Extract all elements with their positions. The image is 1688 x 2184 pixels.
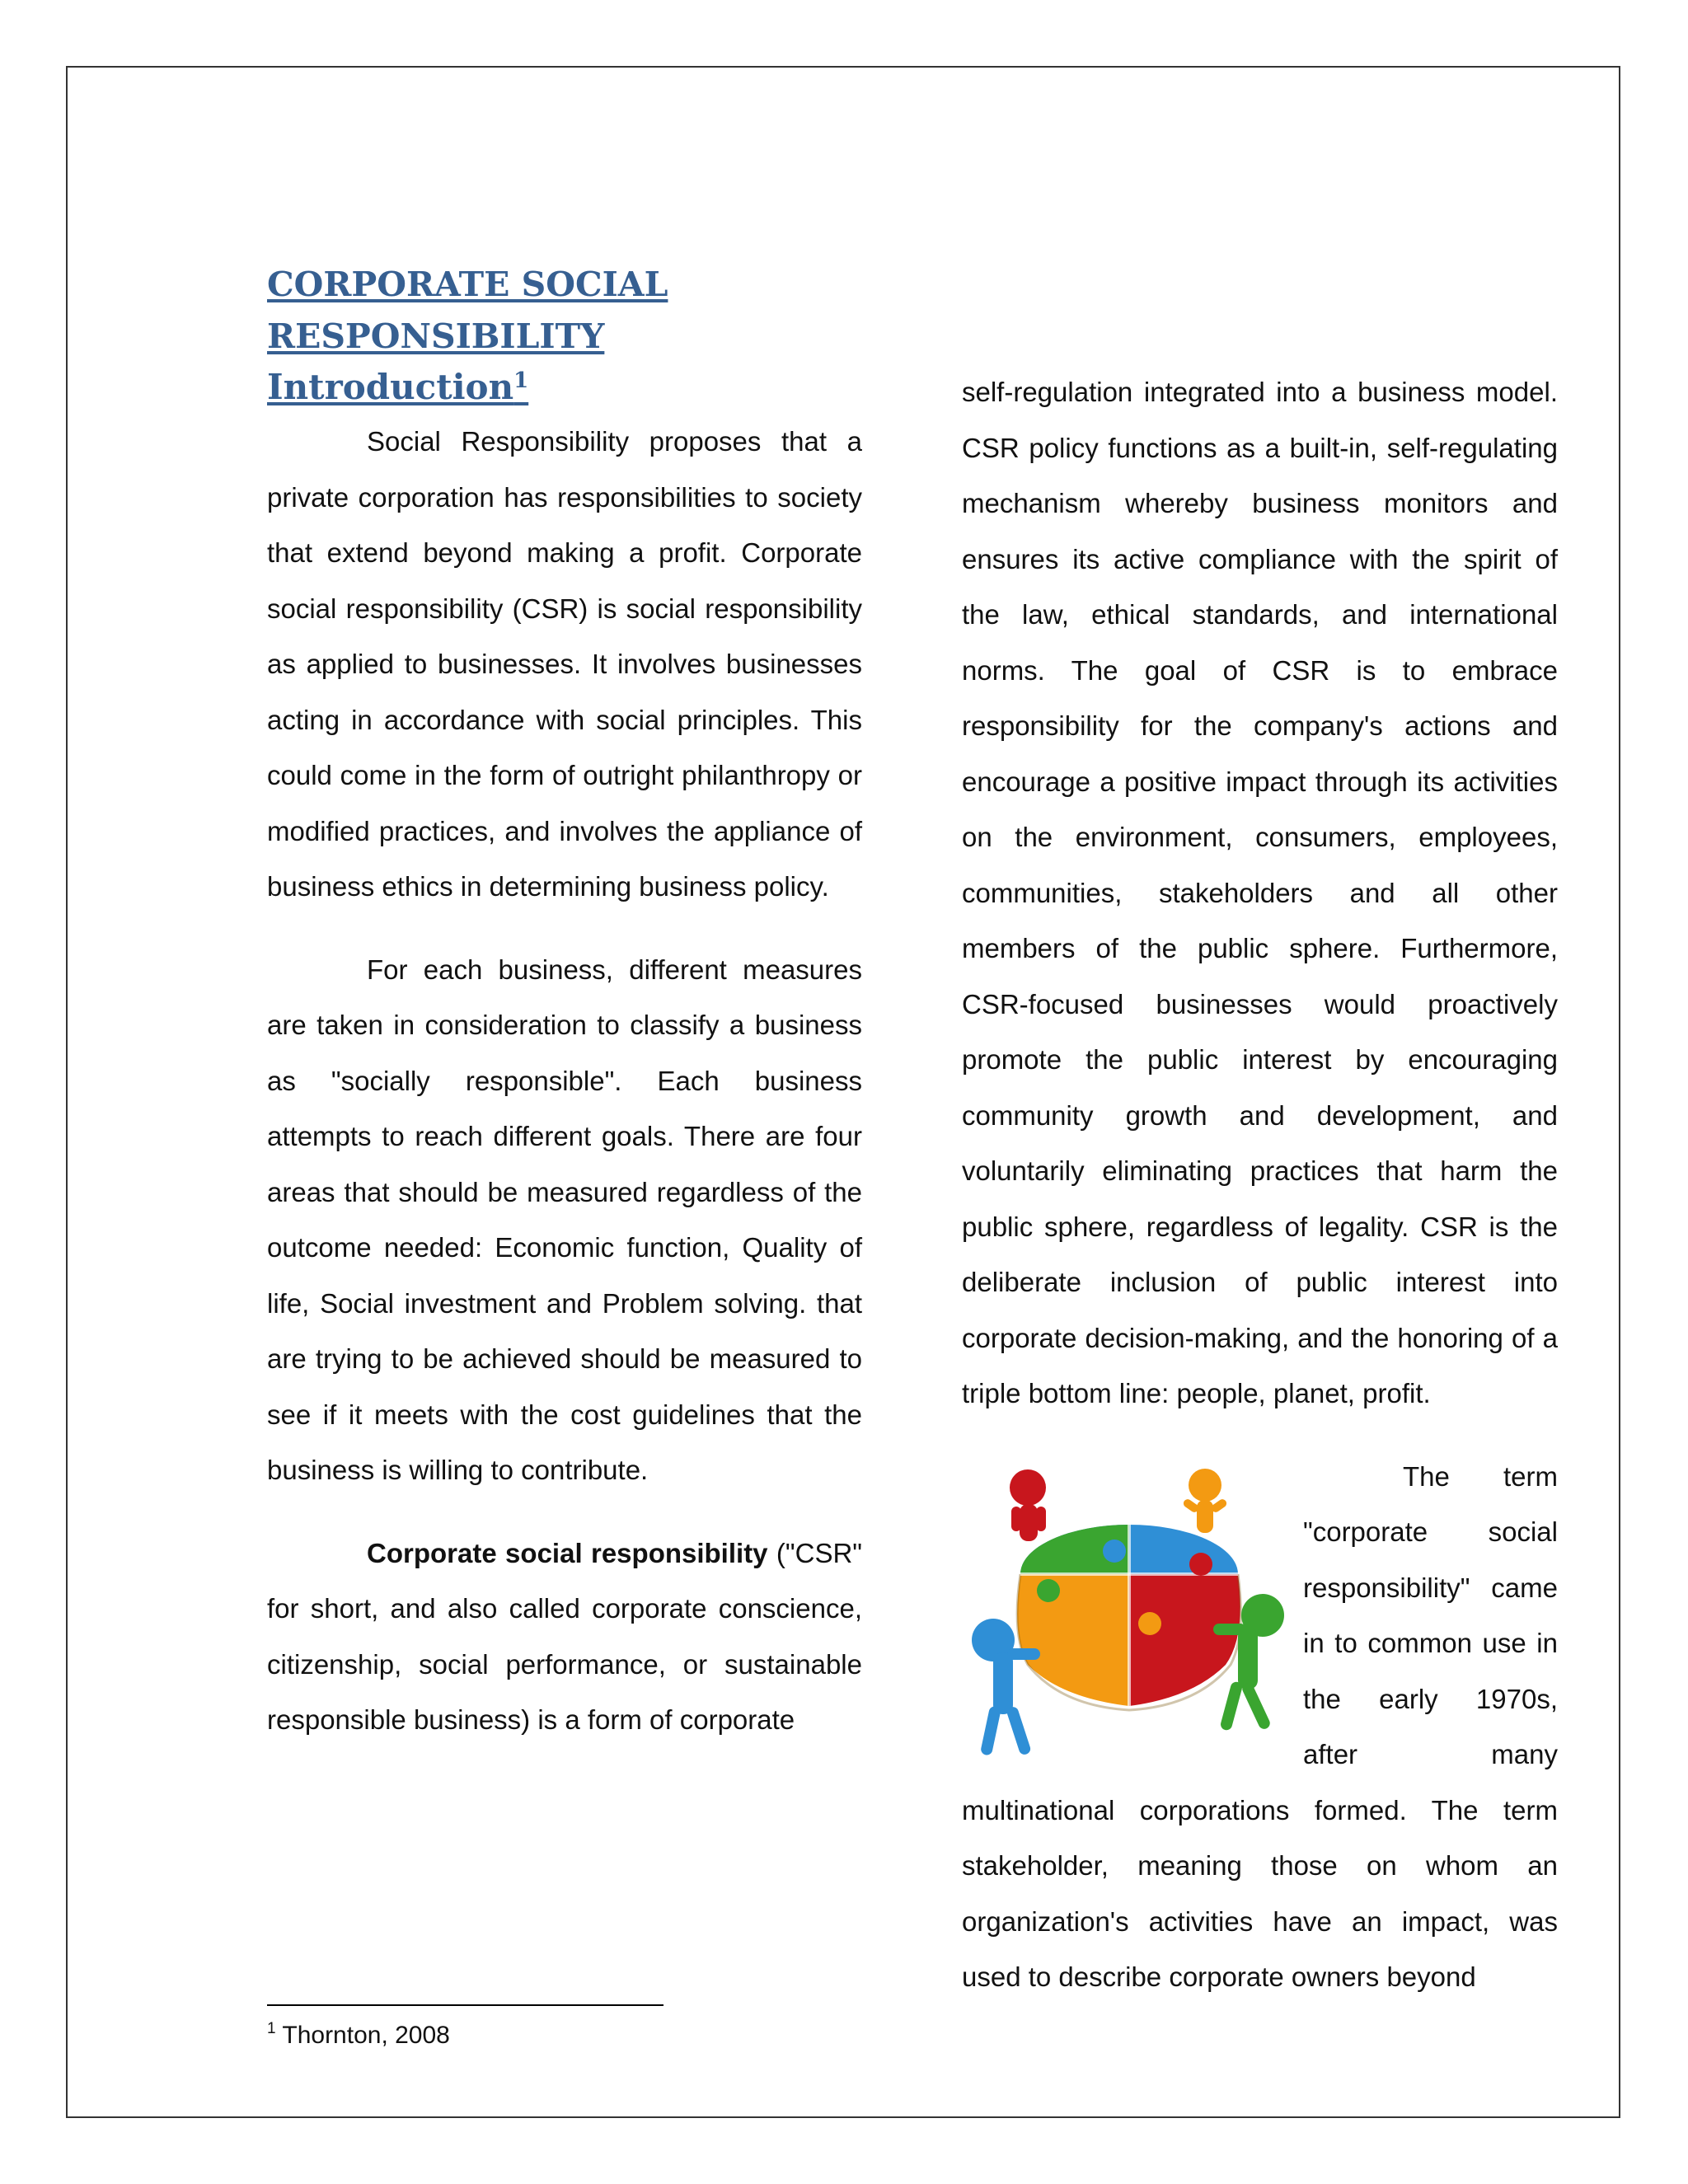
footnote	[267, 2019, 450, 2052]
footnote-separator	[267, 2004, 663, 2006]
paragraph-intro: Social Responsibility proposes that a private corporation has responsibilities to society that extend beyond making a profit. Corporate social responsibility (CSR) is social responsibility as applied to businesses. It involves businesses acting in accordance with social principles. This could come in the form of outright philanthropy or modified practices, and involves the appliance of business ethics in determining business policy.	[267, 426, 862, 902]
heading-footnote-ref[interactable]: 1	[513, 368, 529, 393]
paragraph-measures: For each business, different measures are taken in consideration to classify a business as "socially responsible". Each business attempts to reach different goals. There are four areas that should be measured regardless of the outcome needed: Economic function, Quality of life, Social investment and Problem solving. that are trying to be achieved should be measured to see if it meets with the cost guidelines that the business is willing to contribute.	[267, 954, 862, 1485]
document-page	[66, 66, 1620, 2118]
red-figure	[1010, 1469, 1046, 1541]
footnote-mark: 1	[267, 2020, 276, 2037]
title-line-2: RESPONSIBILITY	[267, 316, 605, 356]
csr-bold-term: Corporate social responsibility	[367, 1537, 768, 1568]
document-title	[267, 259, 862, 363]
paragraph-history: The term "corporate social responsibility" came in to common use in the early 1970s, after many multinational corporations formed. The term stakeholder, meaning those on whom an organization's activities have an impact, was used to describe corporate owners beyond	[962, 1460, 1558, 1992]
heading-text: Introduction	[267, 367, 514, 407]
csr-definition-text: ("CSR" for short, and also called corporate conscience, citizenship, social performance, or sustainable responsible business) is a form of corporate	[267, 1537, 862, 1735]
paragraph-self-regulation: self-regulation integrated into a business model. CSR policy functions as a built-in, self-regulating mechanism whereby business monitors and ensures its active compliance with the spirit of the law, ethical standards, and international norms. The goal of CSR is to embrace responsibility for the company's actions and encourage a positive impact through its activities on the environment, consumers, employees, communities, stakeholders and all other members of the public sphere. Furthermore, CSR-focused businesses would proactively promote the public interest by encouraging community growth and development, and voluntarily eliminating practices that harm the public sphere, regardless of legality. CSR is the deliberate inclusion of public interest into corporate decision-making, and the honoring of a triple bottom line: people, planet, profit.	[962, 377, 1558, 1408]
right-column	[962, 364, 1558, 2005]
left-column	[267, 259, 862, 1748]
title-line-1: CORPORATE SOCIAL	[267, 265, 668, 304]
paragraph-csr-definition	[267, 1526, 862, 1748]
puzzle-disc	[1017, 1525, 1240, 1710]
orange-figure	[1182, 1469, 1228, 1533]
footnote-text: Thornton, 2008	[275, 2022, 450, 2049]
paragraph-spacer	[962, 1422, 1558, 1449]
puzzle-teamwork-illustration	[962, 1459, 1293, 1765]
section-heading	[267, 363, 862, 412]
